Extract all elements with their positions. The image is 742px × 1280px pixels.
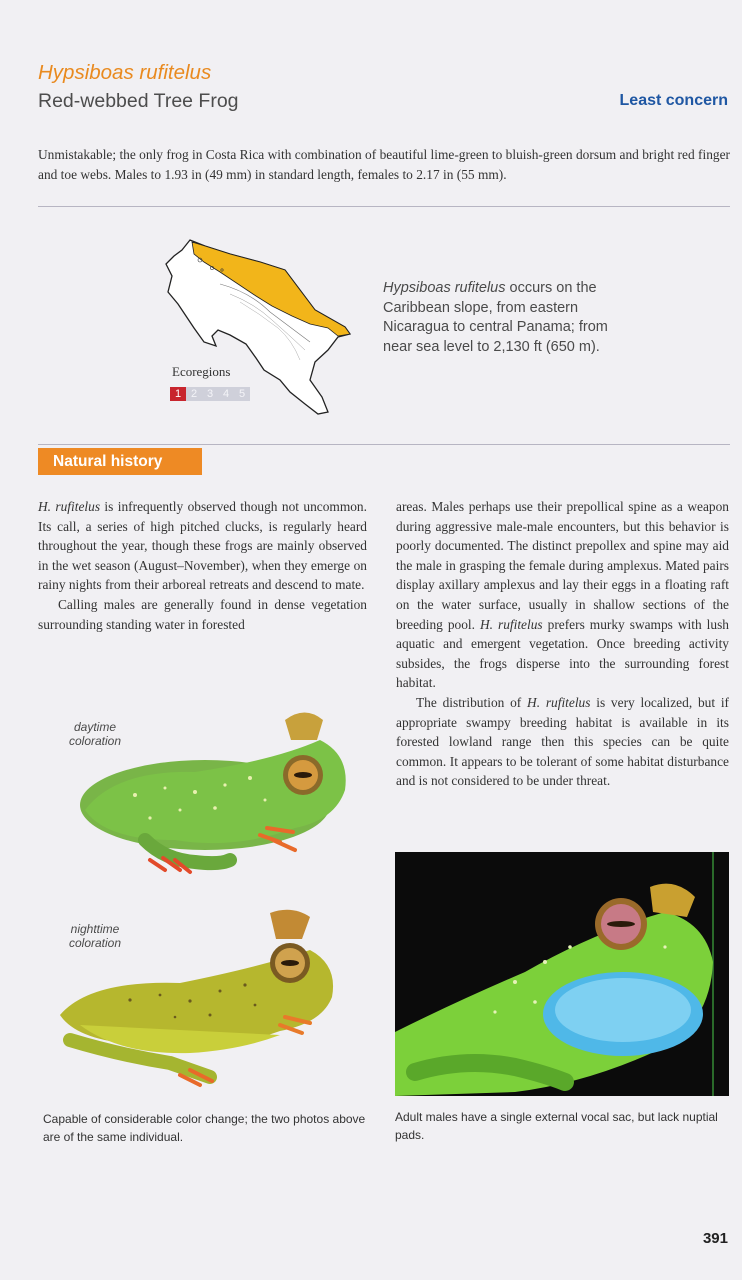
photo-caption-right: Adult males have a single external vocal sac, but lack nuptial pads.	[395, 1110, 718, 1142]
ecoregion-2: 2	[186, 387, 202, 401]
paragraph-text: areas. Males perhaps use their prepollical spine as a weapon during aggressive male-male encounters, but this behavior is poorly documented. The distinct prepollex and spine may aid the male in grasping the female during amplexus. Mated pairs display axillary amplexus and lay their eggs in a floating raft on the water surface, usually in shallow sections of the breeding pool.	[396, 499, 729, 632]
paragraph-text: prefers murky swamps with lush aquatic and emergent vegetation. Once breeding activity subsides, the frogs disperse into the surrounding forest habitat.	[396, 616, 729, 691]
vocal-sac-highlight	[555, 978, 691, 1042]
ecoregion-1: 1	[170, 387, 186, 401]
frog-head-top	[270, 910, 310, 939]
page-number: 391	[702, 1230, 728, 1247]
species-name: Hypsiboas rufitelus	[38, 61, 212, 84]
frog-pupil	[281, 960, 299, 966]
range-species-name: Hypsiboas rufitelus	[383, 280, 506, 296]
text-column-left	[38, 497, 367, 634]
paragraph	[38, 497, 367, 595]
ecoregion-5: 5	[234, 387, 250, 401]
range-text-body: occurs on the Caribbean slope, from eastern Nicaragua to central Panama; from near sea level to 2,130 ft (650 m).	[383, 280, 608, 355]
species-ref: H. rufitelus	[527, 694, 591, 710]
species-ref: H. rufitelus	[479, 616, 543, 632]
text-column-right	[396, 497, 729, 791]
nighttime-label: nighttime coloration	[68, 922, 122, 950]
ecoregions-label: Ecoregions	[172, 364, 231, 379]
species-summary: Unmistakable; the only frog in Costa Rica with combination of beautiful lime-green to bluish-green dorsum and bright red finger and toe webs. Males to 1.93 in (49 mm) in standard length, females to 2.17 in (55 mm).	[38, 147, 730, 182]
conservation-status: Least concern	[619, 92, 728, 109]
paragraph-text: is very localized, but if appropriate swampy breeding habitat is available in its forested lowland range then this species can be quite common. It appears to be tolerant of some habitat disturbance and is not considered to be under threat.	[396, 694, 729, 789]
paragraph	[396, 693, 729, 791]
daytime-label: daytime coloration	[68, 720, 122, 748]
section-title: Natural history	[38, 448, 202, 475]
photo-caption-left: Capable of considerable color change; the two photos above are of the same individual.	[43, 1112, 366, 1144]
paragraph	[396, 497, 729, 693]
species-ref: H. rufitelus	[38, 499, 101, 514]
paragraph-text: The distribution of	[416, 694, 528, 710]
paragraph-text: is infrequently observed though not uncommon. Its call, a series of high pitched clucks, is regularly heard throughout the year, though these frogs are mainly observed in the wet season (August–November), when they emerge on rainy nights from their arboreal retreats and descend to mate.	[38, 499, 367, 593]
vocal-sac-photo	[395, 852, 729, 1096]
paragraph: Calling males are generally found in dense vegetation surrounding standing water in forested	[38, 596, 367, 632]
range-description	[383, 279, 613, 357]
ecoregion-3: 3	[202, 387, 218, 401]
ecoregion-indicator	[170, 387, 250, 401]
vocal-sac-frog	[395, 852, 729, 1096]
divider	[38, 444, 730, 445]
frog-head-top	[285, 713, 323, 741]
frog-pupil	[607, 921, 635, 927]
common-name: Red-webbed Tree Frog	[38, 90, 239, 112]
frog-pupil	[294, 772, 312, 778]
ecoregion-4: 4	[218, 387, 234, 401]
divider	[38, 206, 730, 207]
